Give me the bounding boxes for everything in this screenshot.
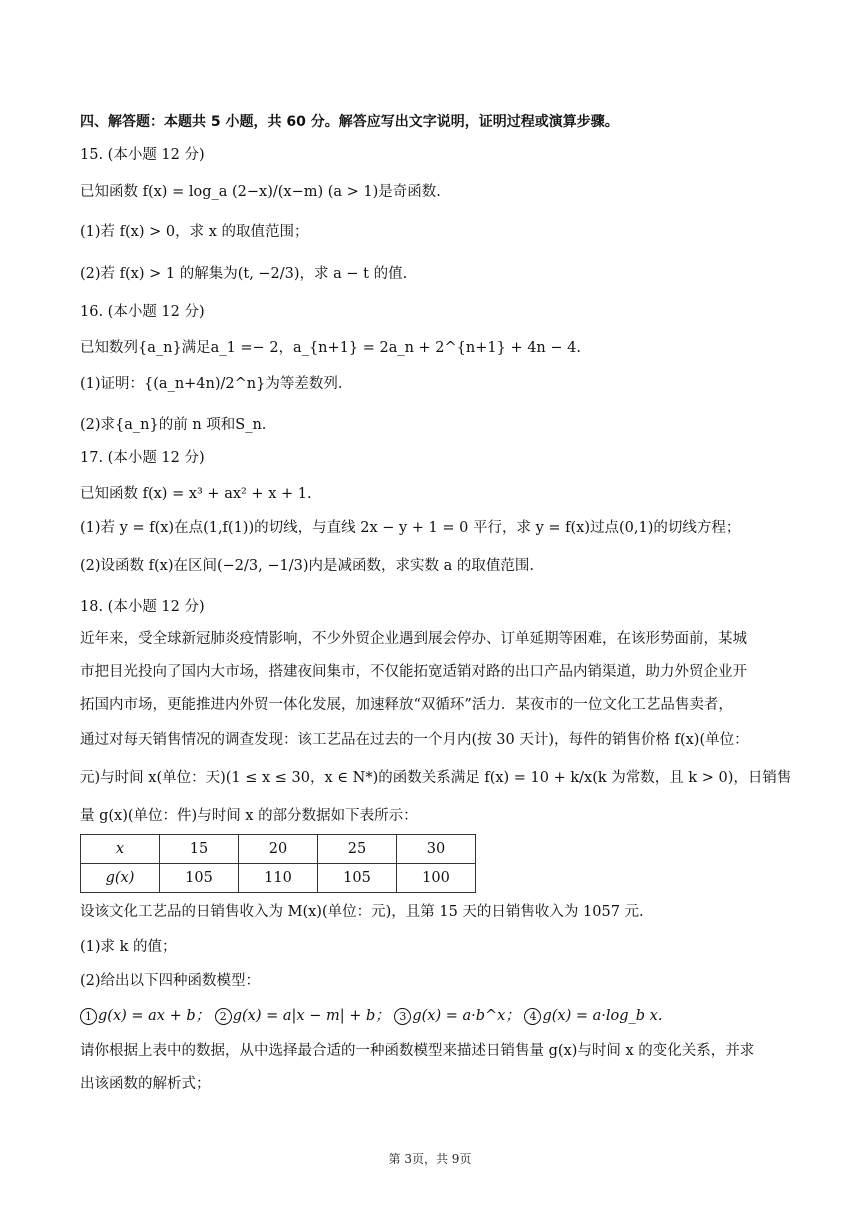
- table-cell: 20: [239, 835, 318, 864]
- table-cell: 25: [318, 835, 397, 864]
- q18-models: [80, 1006, 800, 1026]
- model-1: g(x) = ax + b；: [98, 1008, 211, 1024]
- q17-part1: (1)若 y = f(x)在点(1,f(1))的切线，与直线 2x − y + 1 = 0 平行，求 y = f(x)过点(0,1)的切线方程；: [80, 520, 741, 536]
- q18-heading: 18. (本小题 12 分): [80, 599, 205, 615]
- page-footer: 第 3页，共 9页: [388, 1152, 472, 1166]
- q18-part2: (2)给出以下四种函数模型：: [80, 973, 261, 989]
- q16-part1: (1)证明：{(a_n+4n)/2^n}为等差数列.: [80, 376, 343, 392]
- table-cell: 110: [239, 864, 318, 893]
- q17-part2: (2)设函数 f(x)在区间(−2/3, −1/3)内是减函数，求实数 a 的取值范围.: [80, 558, 534, 574]
- circled-number-3: 3: [394, 1008, 411, 1025]
- table-cell: 15: [160, 835, 239, 864]
- table-row: [81, 864, 476, 893]
- circled-number-2: 2: [215, 1008, 232, 1025]
- model-4: g(x) = a·log_b x.: [542, 1008, 663, 1024]
- q15-stem: 已知函数 f(x) = log_a (2−x)/(x−m) (a > 1)是奇函数.: [80, 184, 441, 200]
- model-3: g(x) = a·b^x；: [412, 1008, 520, 1024]
- q15-part2: (2)若 f(x) > 1 的解集为(t, −2/3)，求 a − t 的值.: [80, 266, 408, 282]
- q17-stem: 已知函数 f(x) = x³ + ax² + x + 1.: [80, 486, 312, 502]
- q18-tail-line: 请你根据上表中的数据，从中选择最合适的一种函数模型来描述日销售量 g(x)与时间 x 的变化关系，并求: [80, 1043, 755, 1059]
- q18-tail-line: 出该函数的解析式；: [80, 1076, 211, 1092]
- table-header-cell: x: [81, 835, 160, 864]
- q18-after-table: 设该文化工艺品的日销售收入为 M(x)(单位：元)，且第 15 天的日销售收入为 1057 元.: [80, 904, 644, 920]
- sales-data-table: [80, 834, 476, 893]
- model-2: g(x) = a|x − m| + b；: [232, 1008, 390, 1024]
- table-cell: 100: [397, 864, 476, 893]
- table-cell: 105: [160, 864, 239, 893]
- q16-part2: (2)求{a_n}的前 n 项和S_n.: [80, 417, 267, 433]
- table-header-cell: g(x): [81, 864, 160, 893]
- q15-part1: (1)若 f(x) > 0，求 x 的取值范围；: [80, 224, 309, 240]
- q18-para-line: 拓国内市场，更能推进内外贸一体化发展，加速释放“双循环”活力．某夜市的一位文化工艺品售卖者，: [80, 697, 733, 713]
- table-cell: 105: [318, 864, 397, 893]
- section-title: 四、解答题：本题共 5 小题，共 60 分。解答应写出文字说明，证明过程或演算步骤。: [80, 114, 619, 130]
- q16-stem: 已知数列{a_n}满足a_1 =− 2，a_{n+1} = 2a_n + 2^{n+1} + 4n − 4.: [80, 340, 581, 356]
- table-row: [81, 835, 476, 864]
- q17-heading: 17. (本小题 12 分): [80, 450, 205, 466]
- q18-para-line: 元)与时间 x(单位：天)(1 ≤ x ≤ 30，x ∈ N*)的函数关系满足 f(x) = 10 + k/x(k 为常数，且 k > 0)，日销售: [80, 770, 792, 786]
- table-cell: 30: [397, 835, 476, 864]
- circled-number-4: 4: [524, 1008, 541, 1025]
- q16-heading: 16. (本小题 12 分): [80, 304, 205, 320]
- q18-para-line: 通过对每天销售情况的调查发现：该工艺品在过去的一个月内(按 30 天计)，每件的销售价格 f(x)(单位：: [80, 732, 749, 748]
- q18-para-line: 市把目光投向了国内大市场，搭建夜间集市，不仅能拓宽适销对路的出口产品内销渠道，助力外贸企业开: [80, 664, 747, 680]
- q18-para-line: 近年来，受全球新冠肺炎疫情影响，不少外贸企业遇到展会停办、订单延期等困难，在该形势面前，某城: [80, 631, 747, 647]
- q18-part1: (1)求 k 的值；: [80, 939, 177, 955]
- q15-heading: 15. (本小题 12 分): [80, 147, 205, 163]
- q18-para-line: 量 g(x)(单位：件)与时间 x 的部分数据如下表所示：: [80, 808, 418, 824]
- circled-number-1: 1: [80, 1008, 97, 1025]
